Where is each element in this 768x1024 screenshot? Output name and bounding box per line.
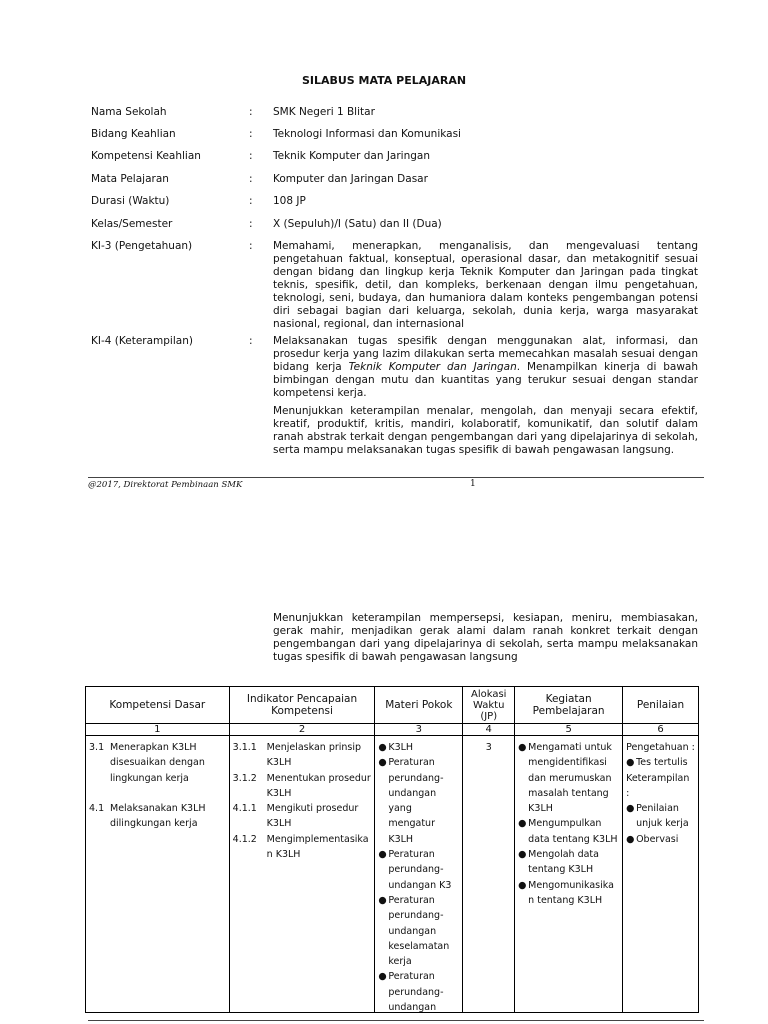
indikator-item: 4.1.1 Mengikuti prosedur K3LH (232, 803, 359, 830)
colon: : (249, 173, 253, 185)
info-row (91, 150, 701, 162)
header-alokasi-waktu: Alokasi Waktu (JP) (463, 687, 515, 724)
ki4-text-3: Menunjukkan keterampilan mempersepsi, kesiapan, meniru, membiasakan, gerak mahir, menjadikan gerak alami dalam ranah konkret terkait dengan pengembangan dari yang dipelajarinya di sekolah, serta mampu melaksanakan tugas spesifik di bawah pengawasan langsung (273, 612, 698, 663)
colon: : (249, 335, 253, 347)
colon: : (249, 195, 253, 207)
ki3-row (91, 240, 701, 331)
info-label: Kompetensi Keahlian (91, 150, 201, 162)
info-label: Durasi (Waktu) (91, 195, 170, 207)
materi-item: ● K3LH (378, 742, 414, 753)
colon: : (249, 128, 253, 140)
kegiatan-cell (515, 736, 623, 1013)
header-kegiatan: Kegiatan Pembelajaran (515, 687, 623, 724)
materi-cell (375, 736, 463, 1013)
indikator-item: 3.1.1 Menjelaskan prinsip K3LH (232, 742, 362, 769)
col-number: 2 (229, 724, 375, 736)
alokasi-value: 3 (485, 742, 492, 753)
colon: : (249, 150, 253, 162)
info-value: Teknik Komputer dan Jaringan (273, 150, 430, 162)
kegiatan-item: ● Mengolah data tentang K3LH (518, 849, 599, 876)
page-title: SILABUS MATA PELAJARAN (301, 74, 467, 87)
header-kompetensi-dasar: Kompetensi Dasar (86, 687, 230, 724)
col-number: 6 (623, 724, 699, 736)
materi-item: ● Peraturan perundang-undangan keselamatan kerja (378, 894, 450, 968)
info-label: Kelas/Semester (91, 218, 173, 230)
ki3-label: KI-3 (Pengetahuan) (91, 240, 193, 252)
footer-divider-2 (88, 1020, 704, 1021)
col-number: 3 (375, 724, 463, 736)
ki4-text-1: Melaksanakan tugas spesifik dengan menggunakan alat, informasi, dan prosedur kerja yang lazim dilakukan serta memecahkan masalah sesuai dengan bidang kerja Teknik Komputer dan Jaringan. Menampilkan kinerja di bawah bimbingan dengan mutu dan kuantitas yang terukur sesuai dengan standar kompetensi kerja. (273, 335, 698, 399)
col-number: 5 (515, 724, 623, 736)
kegiatan-item: ● Mengomunikasikan tentang K3LH (518, 879, 614, 906)
ki3-text: Memahami, menerapkan, menganalisis, dan mengevaluasi tentang pengetahuan faktual, konseptual, operasional dasar, dan metakognitif sesuai dengan bidang dan lingkup kerja Teknik Komputer dan Jaringan pada tingkat teknis, spesifik, detil, dan kompleks, berkenaan dengan ilmu pengetahuan, teknologi, seni, budaya, dan humaniora dalam konteks pengembangan potensi diri sebagai bagian dari keluarga, sekolah, dunia kerja, warga masyarakat nasional, regional, dan internasional (273, 240, 698, 330)
col-number: 4 (463, 724, 515, 736)
column-number-row (86, 724, 699, 736)
materi-item: ● Peraturan perundang-undangan yang mengatur K3LH (378, 757, 444, 845)
ki4-label: KI-4 (Keterampilan) (91, 335, 193, 347)
indikator-item: 3.1.2 Menentukan prosedur K3LH (232, 772, 371, 799)
keterampilan-label: Keterampilan : (626, 772, 690, 799)
info-value: Komputer dan Jaringan Dasar (273, 173, 428, 185)
kd-item: 3.1 Menerapkan K3LH disesuaikan dengan lingkungan kerja (89, 742, 205, 784)
col-number: 1 (86, 724, 230, 736)
info-value: 108 JP (273, 195, 306, 207)
info-value: SMK Negeri 1 Blitar (273, 106, 375, 118)
info-label: Nama Sekolah (91, 106, 167, 118)
info-value: Teknologi Informasi dan Komunikasi (273, 128, 461, 140)
ki4-row (91, 335, 701, 457)
header-indikator: Indikator Pencapaian Kompetensi (229, 687, 375, 724)
penilaian-item: ● Obervasi (626, 833, 679, 845)
info-label: Mata Pelajaran (91, 173, 169, 185)
info-row (91, 195, 701, 207)
table-row (86, 736, 699, 1013)
header-penilaian: Penilaian (623, 687, 699, 724)
materi-item: ● Peraturan perundang-undangan (378, 971, 444, 1012)
footer-publisher: @2017, Direktorat Pembinaan SMK (88, 480, 243, 490)
footer-divider (88, 477, 704, 478)
ki4-text-3-block (273, 612, 698, 664)
penilaian-item: ● Tes tertulis (626, 757, 688, 769)
colon: : (249, 218, 253, 230)
colon: : (249, 240, 253, 252)
footer-page-number: 1 (470, 479, 476, 489)
header-materi-pokok: Materi Pokok (375, 687, 463, 724)
penilaian-cell (623, 736, 699, 1013)
info-row (91, 128, 701, 140)
info-row (91, 106, 701, 118)
indikator-cell (229, 736, 375, 1013)
materi-item: ● Peraturan perundang-undangan K3 (378, 849, 452, 891)
kegiatan-item: ● Mengamati untuk mengidentifikasi dan merumuskan masalah tentang K3LH (518, 742, 612, 815)
kd-cell (86, 736, 230, 1013)
penilaian-item: ● Penilaian unjuk kerja (626, 803, 689, 830)
colon: : (249, 106, 253, 118)
pengetahuan-label: Pengetahuan : (626, 742, 695, 753)
kd-item: 4.1 Melaksanakan K3LH dilingkungan kerja (89, 802, 206, 830)
info-row (91, 218, 701, 230)
info-label: Bidang Keahlian (91, 128, 176, 140)
kegiatan-item: ● Mengumpulkan data tentang K3LH (518, 818, 618, 845)
alokasi-cell (463, 736, 515, 1013)
indikator-item: 4.1.2 Mengimplementasikan K3LH (232, 833, 369, 861)
ki4-text-2: Menunjukkan keterampilan menalar, mengolah, dan menyaji secara efektif, kreatif, produktif, kritis, mandiri, kolaboratif, komunikatif, dan solutif dalam ranah abstrak terkait dengan pengembangan dari yang dipelajarinya di sekolah, serta mampu melaksanakan tugas spesifik di bawah pengawasan langsung. (273, 405, 698, 456)
table-header-row (86, 687, 699, 724)
info-row (91, 173, 701, 185)
syllabus-table (85, 686, 699, 1013)
info-value: X (Sepuluh)/I (Satu) dan II (Dua) (273, 218, 442, 230)
